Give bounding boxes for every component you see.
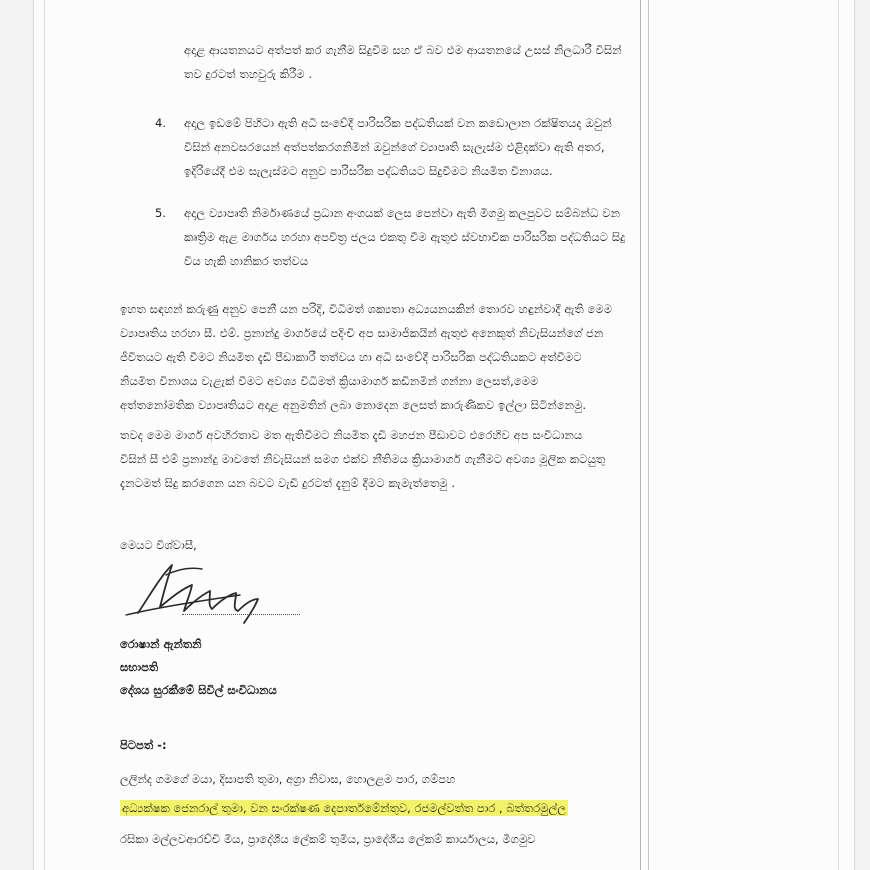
copy-recipient — [120, 827, 535, 851]
item-line: අදාල ඉඩමේ පිහිටා ඇති අධි සංවේදී පාරිසරික පද්ධතියක් වන කඩොලාන රක්ෂිතයද ඔවුන් — [184, 116, 612, 130]
copy-recipient-highlighted — [120, 796, 568, 820]
paragraph-line: දැනටමත් සිදු කරගෙන යන බවට වැඩි දුරටත් දැනුම් දීමට කැමැත්තෙමු . — [120, 476, 456, 490]
item-line: කෘත්‍රිම ඇළ මාර්ගය හරහා අපවිත්‍ර ජලය එකතු වීම ඇතුළු ස්වභාවික පාරිසරික පද්ධතියට සිදු — [184, 230, 626, 244]
intro-line: අදාළ ආයතනයට අත්පත් කර ගැනීම සිදුවීම සහ ඒ බව එම ආයතනයේ උසස් නිලධාරී විසින් — [184, 43, 622, 57]
intro-line: තව දුරටත් තහවුරු කිරීම . — [184, 67, 313, 81]
scan-fold-line-secondary — [648, 0, 649, 870]
scan-edge-right — [838, 0, 839, 870]
copy-recipient-text: අධ්‍යක්ෂක ජෙනරාල් තුමා, වන සංරක්ෂණ දෙපාර්තමේන්තුව, රජමල්වත්ත පාර , බත්තරමුල්ල — [122, 801, 567, 815]
signatory-name: රොෂාන් ඇන්තනි — [120, 637, 202, 651]
body-paragraph-2 — [120, 423, 605, 495]
paragraph-line: විසින් සී එම් ප්‍රනාන්දු මාවතේ නිවැසියන් සමග එක්ව නීතිමය ක්‍රියාමාර්ග ගැනීමට අවශ්‍ය මූලික කටයුතු — [120, 452, 606, 466]
item-4-text — [184, 111, 612, 183]
item-line: විය හැකි හානිකර තත්වය — [184, 254, 309, 268]
paragraph-line: ඉහත සඳහන් කරුණු අනුව පෙනී යන පරිදි, විධිමත් ශක්‍යතා අධ්‍යයනයකින් තොරව හඳුන්වාදී ඇති මෙම — [120, 302, 613, 316]
paragraph-line: නියමිත විනාශය වැළැක් වීමට අවශ්‍ය විධිමත් ක්‍රියාමාර්ග කඩිනමින් ගන්නා ලෙසත්,මෙම — [120, 374, 539, 388]
paragraph-line: ජීවිතයට ඇති වීමට නියමිත දැඩි පීඩාකාරී තත්වය හා අධි සංවේදී පාරිසරික පද්ධතියකට අත්වීමට — [120, 350, 582, 364]
item-line: විසින් අනවසරයෙන් අත්පත්කරගනිමින් ඔවුන්ගේ ව්‍යාපෘති සැලැස්ම එළිදක්වා ඇති අතර, — [184, 140, 605, 154]
item-5-text — [184, 201, 625, 273]
paragraph-line: අත්තනෝමතික ව්‍යාපෘතියට අදාළ අනුමතින් ලබා නොදෙන ලෙසත් කාරුණිකව ඉල්ලා සිටින්නෙමු. — [120, 398, 587, 412]
paragraph-line: තවද මෙම මාර්ග අවහිරතාව මත ඇතිවීමට නියමිත දැඩි මහජන පීඩාවට එරෙහිව අප සංවිධානය — [120, 428, 583, 442]
item-line: ඉදිරියේදී එම සැලැස්මට අනුව පාරිසරික පද්ධතියට සිදුවීමට නියමිත විනාශය. — [184, 164, 553, 178]
signatory-title: සභාපති — [120, 660, 159, 674]
signatory-organization: දේශය සුරකීමේ සිවිල් සංවිධානය — [120, 683, 277, 697]
document-page — [34, 0, 854, 870]
scan-fold-line — [640, 0, 641, 870]
copy-recipient — [120, 767, 455, 791]
copy-recipient-text: ලලින්ද ගමගේ මයා, දිසාපති තුමා, අග්‍රා නිවාස, හොලළම පාර, ගම්පහ — [120, 772, 456, 786]
intro-paragraph — [184, 38, 622, 86]
scan-edge-left — [44, 0, 45, 870]
item-number: 5. — [155, 206, 166, 220]
copy-recipient-text: රසිකා මල්ලවආරච්චි මිය, ප්‍රාදේශීය ලේකම් තුමිය, ප්‍රාදේශීය ලේකම් කාර්යාලය, මීගමුව — [120, 832, 536, 846]
closing-salutation: මෙයට විශ්වාසී, — [120, 538, 197, 552]
paragraph-line: ව්‍යාපෘතිය හරහා සී. එම්. ප්‍රනාන්දු මාර්ගයේ පදිංචි අප සාමාජිකයින් ඇතුළු අනෙකුත් නිවැසියන්ගේ ජන — [120, 326, 604, 340]
copies-heading: පිටපත් -: — [120, 738, 167, 752]
signature-dotted-line — [182, 614, 300, 615]
item-number: 4. — [155, 116, 166, 130]
item-line: අදාල ව්‍යාපෘති නිර්මාණයේ ප්‍රධාන අංගයක් ලෙස පෙන්වා ඇති මිගමු කලපුවට සම්බන්ධ වන — [184, 206, 621, 220]
body-paragraph-1 — [120, 297, 612, 417]
